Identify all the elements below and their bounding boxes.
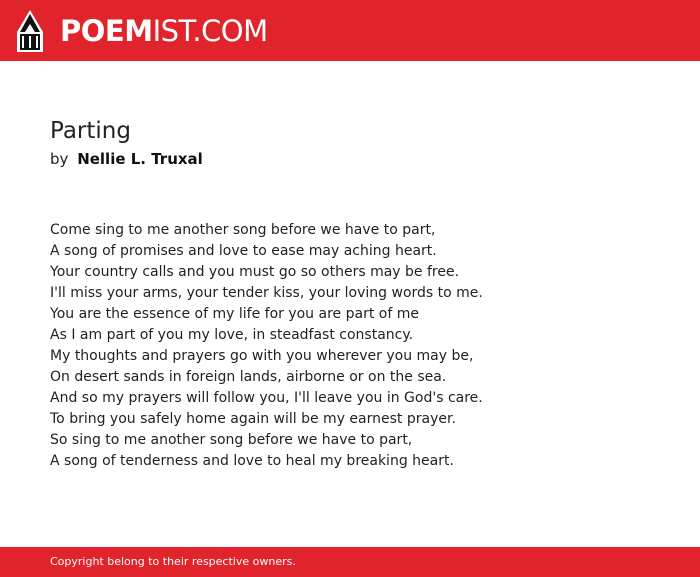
copyright-text: Copyright belong to their respective owners. — [50, 555, 296, 568]
poem-line: I'll miss your arms, your tender kiss, your loving words to me. — [50, 285, 483, 301]
by-label: by — [50, 150, 69, 168]
poem-line: And so my prayers will follow you, I'll leave you in God's care. — [50, 390, 483, 406]
poem-content — [50, 116, 650, 472]
brand-name — [60, 10, 268, 52]
poem-line: Come sing to me another song before we have to part, — [50, 222, 436, 238]
pencil-icon — [16, 10, 44, 52]
brand-name-light: IST.COM — [152, 14, 268, 48]
poem-line: A song of promises and love to ease may aching heart. — [50, 243, 437, 259]
poem-line: On desert sands in foreign lands, airborne or on the sea. — [50, 369, 447, 385]
poem-line: My thoughts and prayers go with you wherever you may be, — [50, 348, 474, 364]
poem-line: A song of tenderness and love to heal my breaking heart. — [50, 453, 454, 469]
poem-title: Parting — [50, 118, 131, 144]
poem-line: You are the essence of my life for you are part of me — [50, 306, 419, 322]
poem-line: Your country calls and you must go so others may be free. — [50, 264, 460, 280]
site-footer — [0, 547, 700, 577]
poem-line: So sing to me another song before we have to part, — [50, 432, 413, 448]
poem-line: As I am part of you my love, in steadfast constancy. — [50, 327, 414, 343]
poem-line: To bring you safely home again will be my earnest prayer. — [50, 411, 456, 427]
poem-author: Nellie L. Truxal — [77, 150, 203, 168]
poem-body — [50, 220, 650, 472]
site-logo-link[interactable] — [16, 10, 268, 52]
site-header — [0, 0, 700, 61]
poem-byline — [50, 149, 650, 169]
brand-name-bold: POEM — [60, 14, 153, 48]
